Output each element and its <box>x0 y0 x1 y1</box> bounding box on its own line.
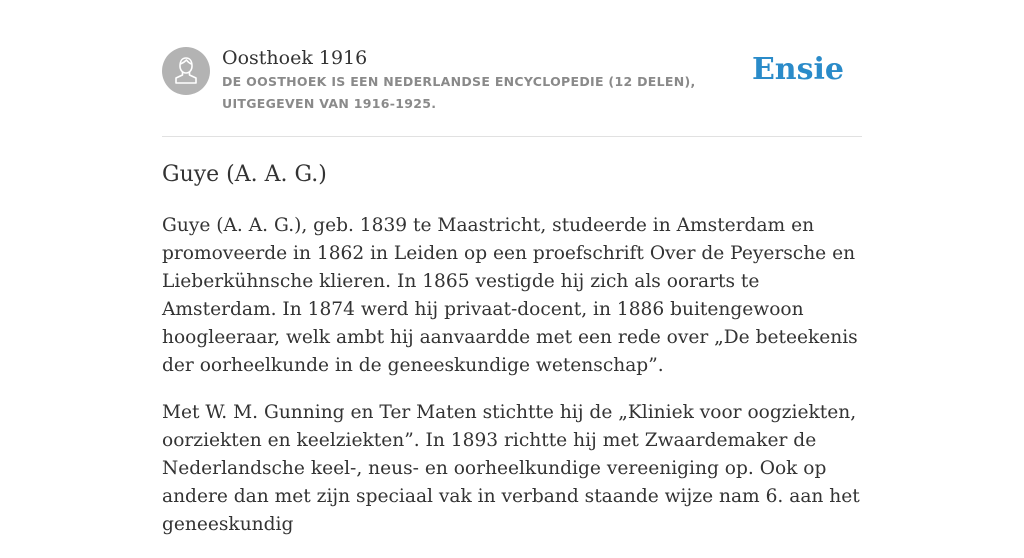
source-header <box>162 46 862 137</box>
article-title: Guye (A. A. G.) <box>162 162 327 187</box>
ensie-logo[interactable]: Ensie <box>751 52 844 87</box>
user-icon <box>162 47 210 95</box>
article-body <box>162 212 866 558</box>
source-title[interactable]: Oosthoek 1916 <box>222 47 368 69</box>
avatar <box>162 47 210 95</box>
paragraph: Guye (A. A. G.), geb. 1839 te Maastricht, studeerde in Amsterdam en promoveerde in 1862 in Leiden op een proefschrift Over de Peyersche en Lieberkühnsche klieren. In 1865 vestigde hij zich als oorarts te Amsterdam. In 1874 werd hij privaat-docent, in 1886 buitengewoon hoogleeraar, welk ambt hij aanvaardde met een rede over „De beteekenis der oorheelkunde in de geneeskundige wetenschap”. <box>162 215 858 376</box>
paragraph: Met W. M. Gunning en Ter Maten stichtte hij de „Kliniek voor oogziekten, oorziekten en keelziekten”. In 1893 richtte hij met Zwaardemaker de Nederlandsche keel-, neus- en oorheelkundige vereeniging op. Ook op andere dan met zijn speciaal vak in verband staande wijze nam 6. aan het geneeskundig <box>162 402 860 535</box>
source-description: DE OOSTHOEK IS EEN NEDERLANDSE ENCYCLOPEDIE (12 DELEN), UITGEGEVEN VAN 1916-1925. <box>222 74 696 111</box>
